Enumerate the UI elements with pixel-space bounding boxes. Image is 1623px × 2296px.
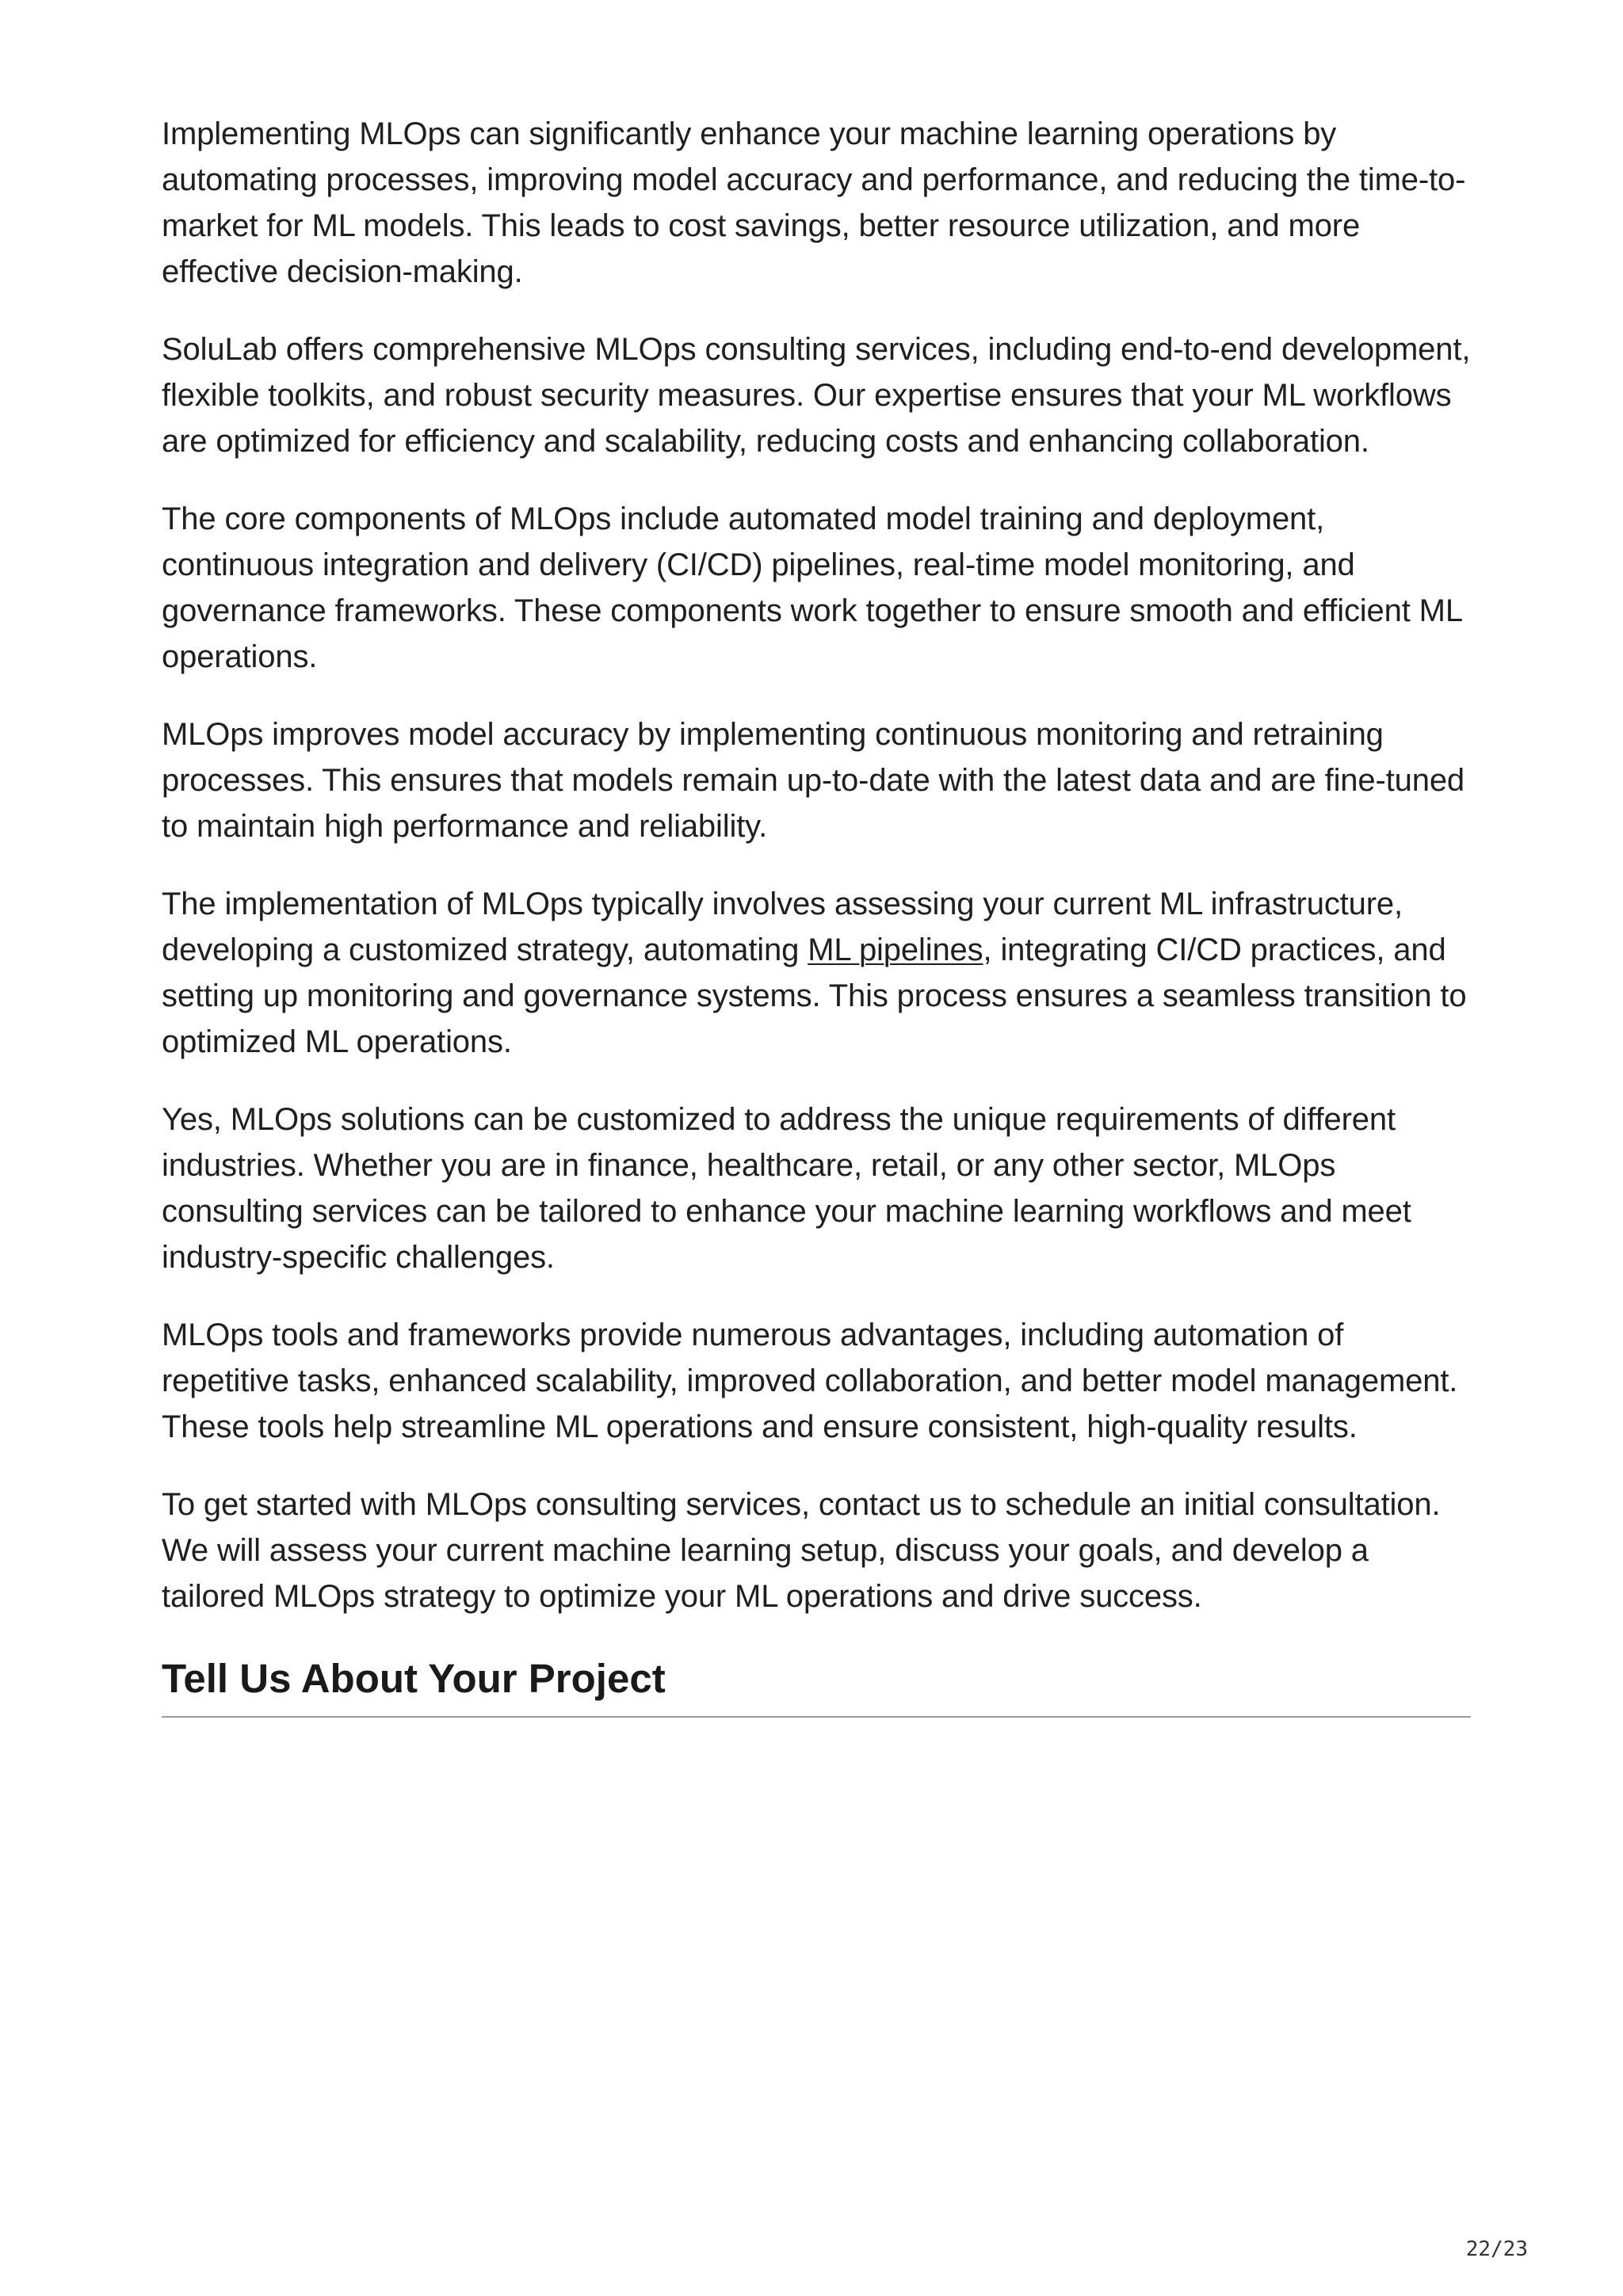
paragraph-mlops-benefits: Implementing MLOps can significantly enhance your machine learning operations by automating processes, improving model accuracy and performance, and reducing the time-to-market for ML models. This leads to cost savings, better resource utilization, and more effective decision-making. xyxy=(162,116,1466,289)
paragraph-solulab-services: SoluLab offers comprehensive MLOps consulting services, including end-to-end development, flexible toolkits, and robust security measures. Our expertise ensures that your ML workflows are optimized for efficiency and scalability, reducing costs and enhancing collaboration. xyxy=(162,332,1471,459)
page-number: 22/23 xyxy=(1465,2237,1528,2261)
paragraph-tools-frameworks: MLOps tools and frameworks provide numerous advantages, including automation of repetitive tasks, enhanced scalability, improved collaboration, and better model management. These tools help streamline ML operations and ensure consistent, high-quality results. xyxy=(162,1318,1458,1444)
paragraph-implementation xyxy=(162,881,1471,1065)
paragraph-get-started: To get started with MLOps consulting services, contact us to schedule an initial consultation. We will assess your current machine learning setup, discuss your goals, and develop a tailored MLOps strategy to optimize your ML operations and drive success. xyxy=(162,1487,1441,1614)
paragraph-customization: Yes, MLOps solutions can be customized to address the unique requirements of different industries. Whether you are in finance, healthcare, retail, or any other sector, MLOps consulting services can be tailored to enhance your machine learning workflows and meet industry-specific challenges. xyxy=(162,1102,1411,1275)
implementation-text-after: , integrating CI/CD practices, and setting up monitoring and governance systems. This process ensures a seamless transition to optimized ML operations. xyxy=(162,933,1467,1059)
section-heading: Tell Us About Your Project xyxy=(162,1651,1471,1718)
paragraph-core-components: The core components of MLOps include automated model training and deployment, continuous integration and delivery (CI/CD) pipelines, real-time model monitoring, and governance frameworks. These components work together to ensure smooth and efficient ML operations. xyxy=(162,502,1462,674)
article-content xyxy=(162,111,1471,1718)
paragraph-model-accuracy: MLOps improves model accuracy by implementing continuous monitoring and retraining processes. This ensures that models remain up-to-date with the latest data and are fine-tuned to maintain high performance and reliability. xyxy=(162,717,1465,844)
implementation-text-before: The implementation of MLOps typically involves assessing your current ML infrastructure, developing a customized strategy, automating xyxy=(162,887,1403,967)
ml-pipelines-link[interactable]: ML pipelines xyxy=(808,933,983,967)
